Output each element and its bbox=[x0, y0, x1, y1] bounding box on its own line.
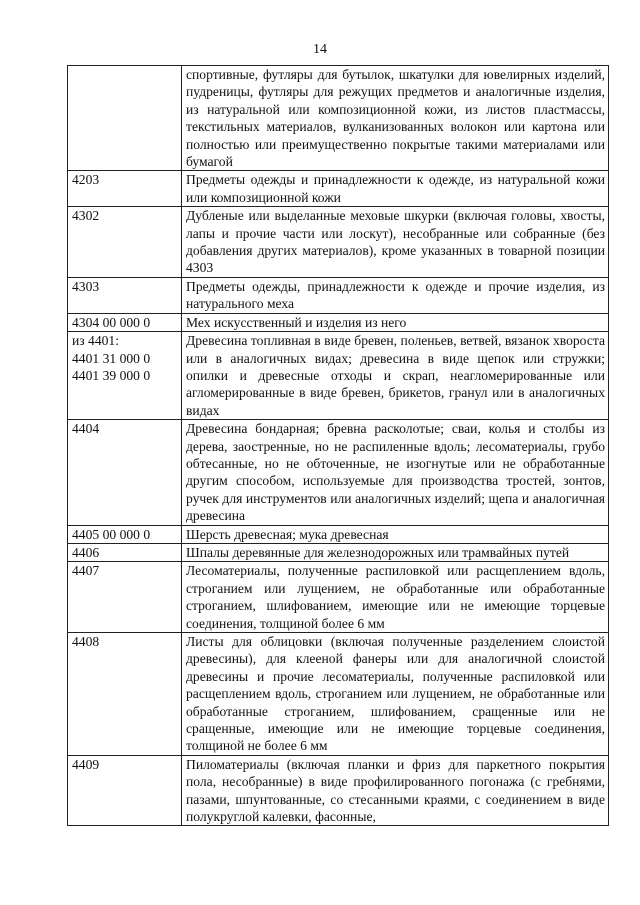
description-text: Шпалы деревянные для железнодорожных или трамвайных путей bbox=[186, 544, 570, 560]
description-cell bbox=[182, 525, 609, 543]
description-text: Шерсть древесная; мука древесная bbox=[186, 526, 389, 542]
description-cell bbox=[182, 755, 609, 826]
description-cell bbox=[182, 313, 609, 331]
description-text: Листы для облицовки (включая полученные разделением слоистой древесины), для клееной фанеры или для аналогичной слоистой древесины и прочие лесоматериалы, полученные распиловкой или расщеплением вдоль, строганием или лущением, не обработанные или обработанные строганием, шлифованием, сращенные или не сращенные, имеющие или не имеющие торцевые соединения, толщиной не более 6 мм bbox=[186, 634, 605, 754]
code-cell: 4408 bbox=[68, 633, 182, 756]
table-row bbox=[68, 633, 609, 756]
code-cell: 4407 bbox=[68, 562, 182, 633]
commodity-codes-table bbox=[67, 65, 609, 826]
description-text: Пиломатериалы (включая планки и фриз для паркетного покрытия пола, несобранные) в виде профилированного погонажа (с гребнями, пазами, шпунтованные, со стесанными краями, с соединением в виде полукруглой калевки, фасонные, bbox=[186, 756, 605, 825]
description-cell bbox=[182, 66, 609, 171]
table-row bbox=[68, 313, 609, 331]
table-row bbox=[68, 171, 609, 207]
page-number: 14 bbox=[313, 42, 327, 57]
description-text: Древесина топливная в виде бревен, поленьев, ветвей, вязанок хвороста или в аналогичных видах; древесина в виде щепок или стружки; опилки и древесные отходы и скрап, неагломерированные или агломерированные в виде бревен, брикетов, гранул или в аналогичных видах bbox=[186, 333, 605, 418]
table-row bbox=[68, 277, 609, 313]
description-cell bbox=[182, 420, 609, 525]
description-cell bbox=[182, 207, 609, 278]
code-cell: 4304 00 000 0 bbox=[68, 313, 182, 331]
table-row bbox=[68, 525, 609, 543]
code-cell: 4409 bbox=[68, 755, 182, 826]
description-cell bbox=[182, 543, 609, 561]
code-cell: 4203 bbox=[68, 171, 182, 207]
table-row bbox=[68, 207, 609, 278]
description-cell bbox=[182, 633, 609, 756]
code-cell: 4404 bbox=[68, 420, 182, 525]
description-text: Предметы одежды и принадлежности к одежде, из натуральной кожи или композиционной кожи bbox=[186, 172, 605, 205]
code-cell bbox=[68, 66, 182, 171]
code-cell: из 4401: 4401 31 000 0 4401 39 000 0 bbox=[68, 332, 182, 420]
table-row bbox=[68, 66, 609, 171]
description-cell bbox=[182, 562, 609, 633]
description-cell bbox=[182, 171, 609, 207]
description-cell bbox=[182, 277, 609, 313]
code-cell: 4302 bbox=[68, 207, 182, 278]
table-row bbox=[68, 562, 609, 633]
description-text: Древесина бондарная; бревна расколотые; сваи, колья и столбы из дерева, заостренные, но не распиленные вдоль; лесоматериалы, грубо обтесанные, но не обточенные, не изогнутые или не обработанные другим способом, используемые для производства тростей, зонтов, ручек для инструментов или аналогичных изделий; щепа и аналогичная древесина bbox=[186, 421, 605, 524]
code-cell: 4303 bbox=[68, 277, 182, 313]
code-cell: 4405 00 000 0 bbox=[68, 525, 182, 543]
description-text: Предметы одежды, принадлежности к одежде и прочие изделия, из натурального меха bbox=[186, 278, 605, 312]
table-row bbox=[68, 755, 609, 826]
code-cell: 4406 bbox=[68, 543, 182, 561]
description-cell bbox=[182, 332, 609, 420]
description-text: Мех искусственный и изделия из него bbox=[186, 314, 407, 330]
table-row bbox=[68, 332, 609, 420]
table-row bbox=[68, 543, 609, 561]
table-row bbox=[68, 420, 609, 525]
description-text: спортивные, футляры для бутылок, шкатулки для ювелирных изделий, пудреницы, футляры для режущих предметов и аналогичные изделия, из натуральной или композиционной кожи, из листов пластмассы, текстильных материалов, вулканизованных волокон или картона или полностью или преимущественно покрытые такими материалами или бумагой bbox=[186, 67, 605, 170]
description-text: Лесоматериалы, полученные распиловкой или расщеплением вдоль, строганием или лущением, не обработанные или обработанные строганием, шлифованием, имеющие или не имеющие торцевые соединения, толщиной более 6 мм bbox=[186, 563, 605, 631]
description-text: Дубленые или выделанные меховые шкурки (включая головы, хвосты, лапы и прочие части или лоскут), несобранные или собранные (без добавления других материалов), кроме указанных в товарной позиции 4303 bbox=[186, 208, 605, 276]
